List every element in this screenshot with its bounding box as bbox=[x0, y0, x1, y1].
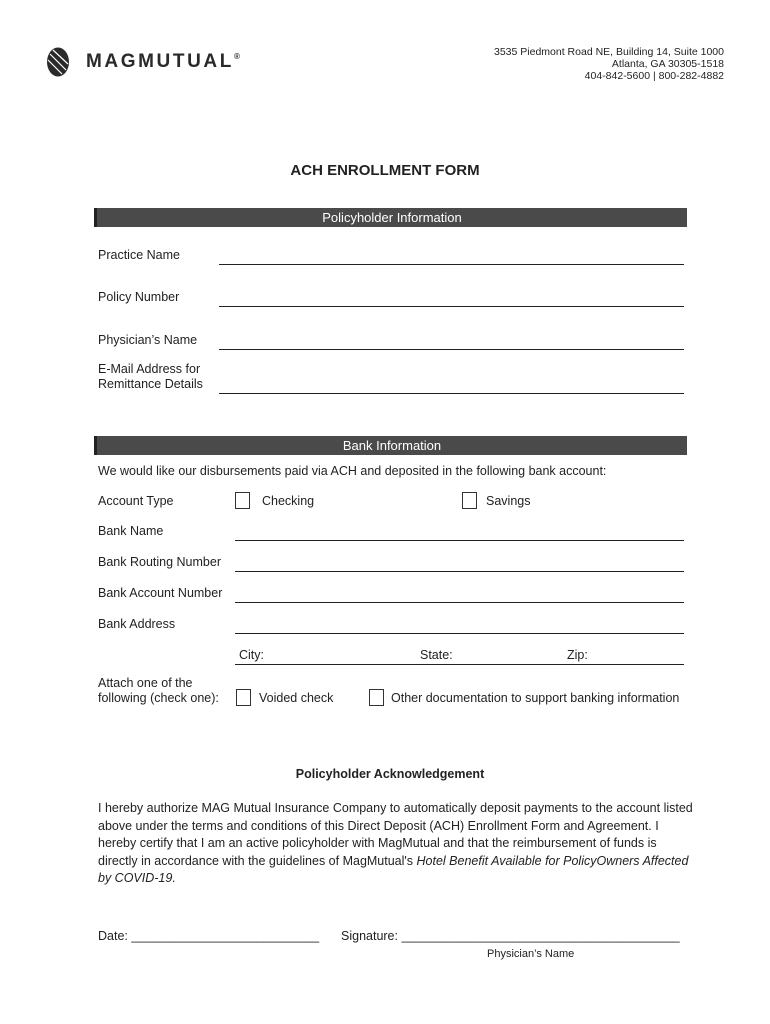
bank-section-header: Bank Information bbox=[94, 436, 687, 455]
account-number-label: Bank Account Number bbox=[98, 586, 223, 600]
account-type-label: Account Type bbox=[98, 494, 174, 508]
policy-number-field[interactable] bbox=[219, 306, 684, 307]
date-field[interactable]: Date: ___________________________ bbox=[98, 929, 320, 943]
acknowledgement-heading: Policyholder Acknowledgement bbox=[295, 767, 485, 781]
bank-intro-text: We would like our disbursements paid via ACH and deposited in the following bank account: bbox=[98, 464, 607, 478]
registered-mark: ® bbox=[233, 52, 240, 61]
physician-name-caption: Physician’s Name bbox=[487, 948, 575, 960]
city-label: City: bbox=[239, 648, 264, 662]
policyholder-section-header: Policyholder Information bbox=[94, 208, 687, 227]
savings-label: Savings bbox=[486, 494, 531, 508]
attach-label: Attach one of the following (check one): bbox=[98, 676, 219, 705]
voided-check-label: Voided check bbox=[259, 691, 334, 705]
bank-address-field[interactable] bbox=[235, 633, 684, 634]
checking-label: Checking bbox=[262, 494, 315, 508]
routing-number-label: Bank Routing Number bbox=[98, 555, 221, 569]
city-state-zip-field[interactable] bbox=[235, 664, 684, 665]
checking-checkbox[interactable] bbox=[235, 492, 250, 509]
other-documentation-label: Other documentation to support banking information bbox=[391, 691, 680, 705]
physician-name-label: Physician’s Name bbox=[98, 333, 198, 347]
policy-number-label: Policy Number bbox=[98, 290, 180, 304]
email-field[interactable] bbox=[219, 393, 684, 394]
form-title: ACH ENROLLMENT FORM bbox=[290, 162, 480, 179]
physician-name-field[interactable] bbox=[219, 349, 684, 350]
acknowledgement-italic-text: Hotel Benefit Available for PolicyOwners Affected by COVID-19. bbox=[98, 853, 689, 886]
routing-number-field[interactable] bbox=[235, 571, 684, 572]
other-documentation-checkbox[interactable] bbox=[369, 689, 384, 706]
practice-name-field[interactable] bbox=[219, 264, 684, 265]
savings-checkbox[interactable] bbox=[462, 492, 477, 509]
state-label: State: bbox=[420, 648, 453, 662]
acknowledgement-text: I hereby authorize MAG Mutual Insurance Company to automatically deposit payments to the account listed above under the terms and conditions of this Direct Deposit (ACH) Enrollment Form and Agreement. I hereby certify that I am an active policyholder with MagMutual and that the reimbursement of funds is directly in accordance with the guidelines of MagMutual's Hotel Benefit Available for PolicyOwners Affected by COVID-19. bbox=[98, 801, 693, 886]
zip-label: Zip: bbox=[567, 648, 588, 662]
voided-check-checkbox[interactable] bbox=[236, 689, 251, 706]
signature-field[interactable]: Signature: ________________________________________ bbox=[341, 929, 680, 943]
phone-numbers: 404-842-5600 | 800-282-4882 bbox=[584, 70, 724, 82]
company-logo-text: MAGMUTUAL® bbox=[86, 51, 240, 72]
address-line-1: 3535 Piedmont Road NE, Building 14, Suite 1000 bbox=[494, 46, 724, 58]
company-address bbox=[494, 46, 724, 82]
email-label: E-Mail Address for Remittance Details bbox=[98, 362, 203, 391]
bank-address-label: Bank Address bbox=[98, 617, 176, 631]
practice-name-label: Practice Name bbox=[98, 248, 180, 262]
magmutual-logo-icon bbox=[44, 46, 74, 78]
account-number-field[interactable] bbox=[235, 602, 684, 603]
bank-name-field[interactable] bbox=[235, 540, 684, 541]
address-line-2: Atlanta, GA 30305-1518 bbox=[611, 58, 724, 70]
bank-name-label: Bank Name bbox=[98, 524, 164, 538]
